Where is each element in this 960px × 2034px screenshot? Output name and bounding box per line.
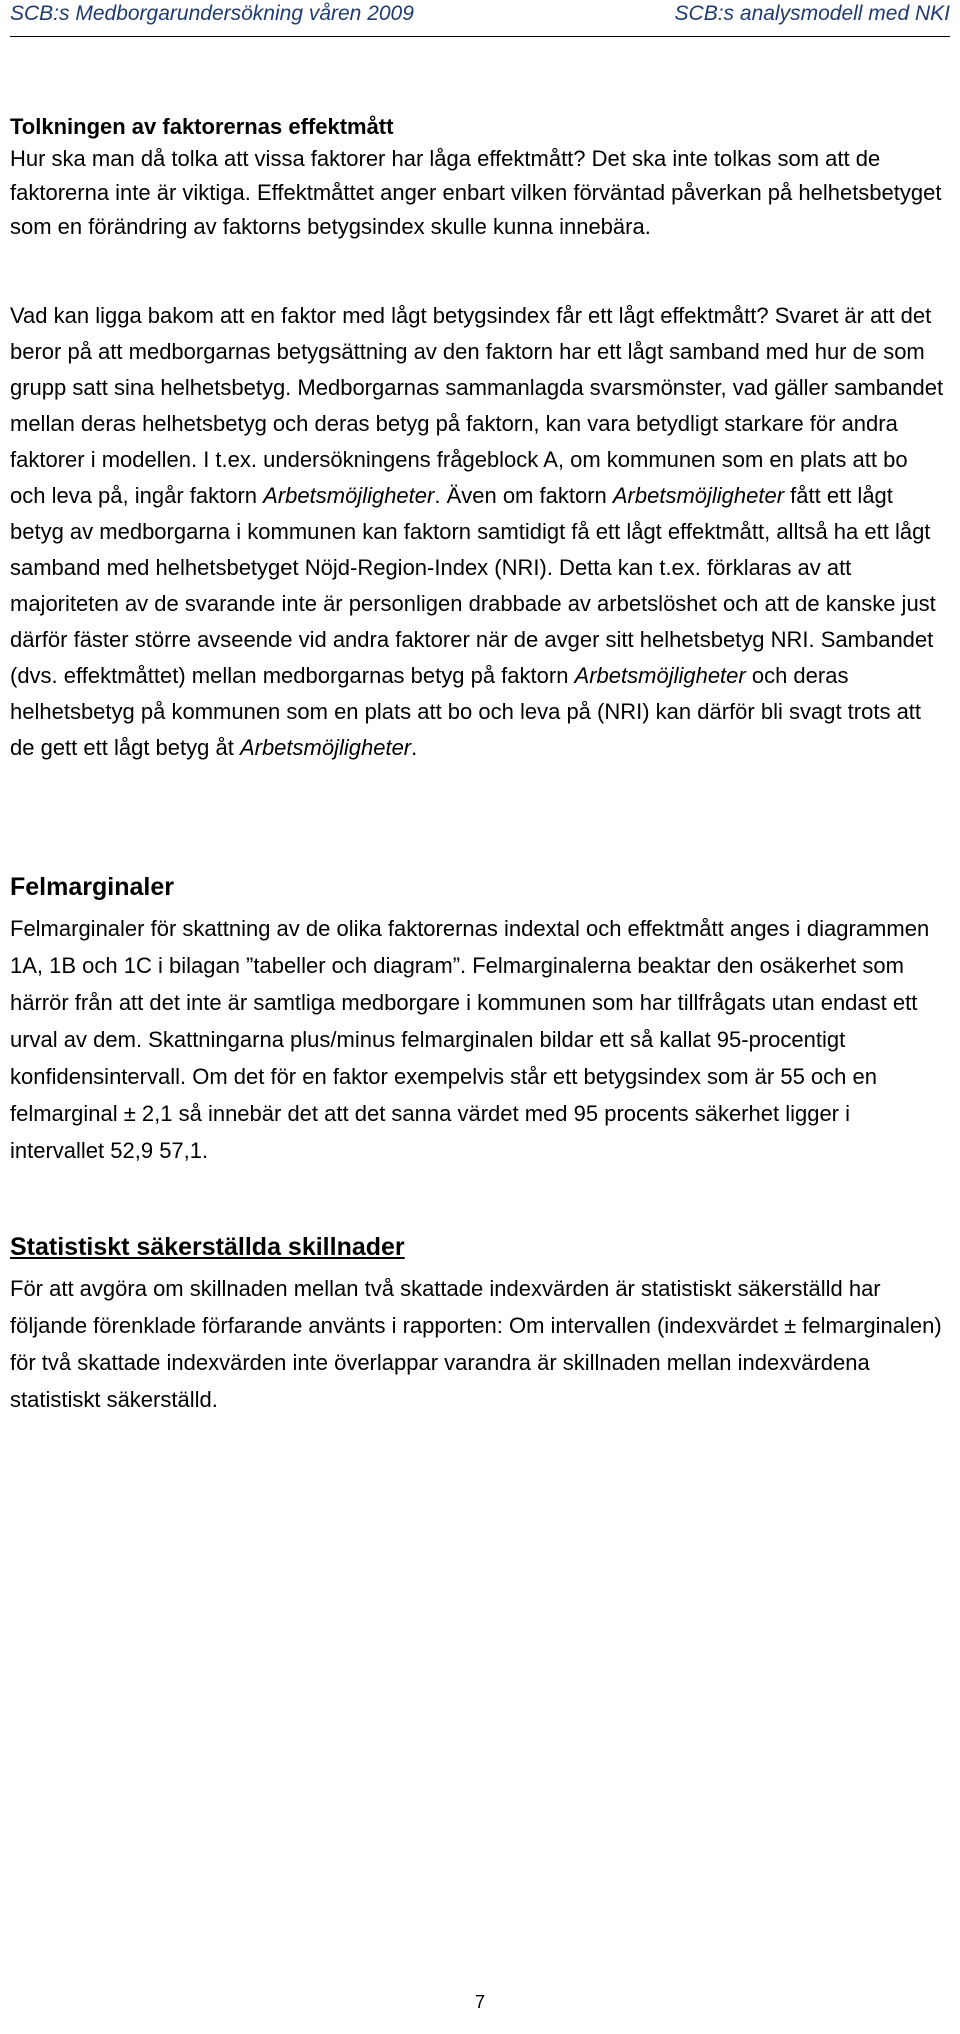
section-body-significant-differences: För att avgöra om skillnaden mellan två skattade indexvärden är statistiskt säkerställd har följande förenklade förfarande använts i rapporten: Om intervallen (indexvärdet ± felmarginalen) för två skattade indexvärden inte överlappar varandra är skillnaden mellan indexvärdena statistiskt säkerställd. <box>10 1276 942 1412</box>
header-left: SCB:s Medborgarundersökning våren 2009 <box>10 2 414 25</box>
interpretation-paragraph <box>10 298 945 766</box>
page-header <box>10 2 950 37</box>
section-interpretation-body <box>10 298 945 766</box>
body-part-2: . Även om faktorn <box>434 483 613 508</box>
section-intro-text: Hur ska man då tolka att vissa faktorer har låga effektmått? Det ska inte tolkas som att de faktorerna inte är viktiga. Effektmåttet anger enbart vilken förväntad påverkan på helhetsbetyget som en förändring av faktorns betygsindex skulle kunna innebära. <box>10 146 942 239</box>
section-title-interpretation: Tolkningen av faktorernas effektmått <box>10 114 394 139</box>
term-arbetsmojligheter-4: Arbetsmöjligheter <box>239 735 412 760</box>
section-interpretation <box>10 112 945 244</box>
body-part-1: Svaret är att det beror på att medborgarnas betygsättning av den faktorn har ett lågt samband med hur de som grupp satt sina helhetsbetyg. Medborgarnas sammanlagda svarsmönster, vad gäller sambandet mellan deras helhetsbetyg och deras betyg på faktorn, kan vara betydligt starkare för andra faktorer i modellen. I t.ex. undersökningens frågeblock A, om kommunen som en plats att bo och leva på, ingår faktorn <box>10 303 944 508</box>
header-right: SCB:s analysmodell med NKI <box>674 2 950 25</box>
section-title-error-margins: Felmarginaler <box>10 873 174 901</box>
section-title-significant-differences: Statistiskt säkerställda skillnader <box>10 1233 405 1261</box>
page-number: 7 <box>474 1992 485 2012</box>
term-arbetsmojligheter-1: Arbetsmöjligheter <box>263 483 435 508</box>
term-arbetsmojligheter-3: Arbetsmöjligheter <box>574 663 746 688</box>
section-error-margins <box>10 870 950 1169</box>
body-part-3: fått ett lågt betyg av medborgarna i kommunen kan faktorn samtidigt få ett lågt effektmått, alltså ha ett lågt samband med helhetsbetyget Nöjd-Region-Index (NRI). Detta kan t.ex. förklaras av att majoriteten av de svarande inte är personligen drabbade av arbetslöshet och att de kanske just därför fäster större avseende vid andra faktorer när de avger sitt helhetsbetyg NRI. Sambandet (dvs. effektmåttet) mellan medborgarnas betyg på faktorn <box>10 483 936 688</box>
body-part-4: och deras helhetsbetyg på kommunen som en plats att bo och leva på (NRI) kan därför bli svagt trots att de gett ett lågt betyg åt <box>10 663 922 760</box>
section-significant-differences <box>10 1230 950 1418</box>
term-arbetsmojligheter-2: Arbetsmöjligheter <box>612 483 785 508</box>
question-text: Vad kan ligga bakom att en faktor med lågt betygsindex får ett lågt effektmått? <box>10 303 769 328</box>
section-body-error-margins: Felmarginaler för skattning av de olika faktorernas indextal och effektmått anges i diagrammen 1A, 1B och 1C i bilagan ”tabeller och diagram”. Felmarginalerna beaktar den osäkerhet som härrör från att det inte är samtliga medborgare i kommunen som har tillfrågats utan endast ett urval av dem. Skattningarna plus/minus felmarginalen bildar ett så kallat 95-procentigt konfidensintervall. Om det för en faktor exempelvis står ett betygsindex som är 55 och en felmarginal ± 2,1 så innebär det att det sanna värdet med 95 procents säkerhet ligger i intervallet 52,9 57,1. <box>10 916 930 1163</box>
body-end: . <box>411 735 418 760</box>
